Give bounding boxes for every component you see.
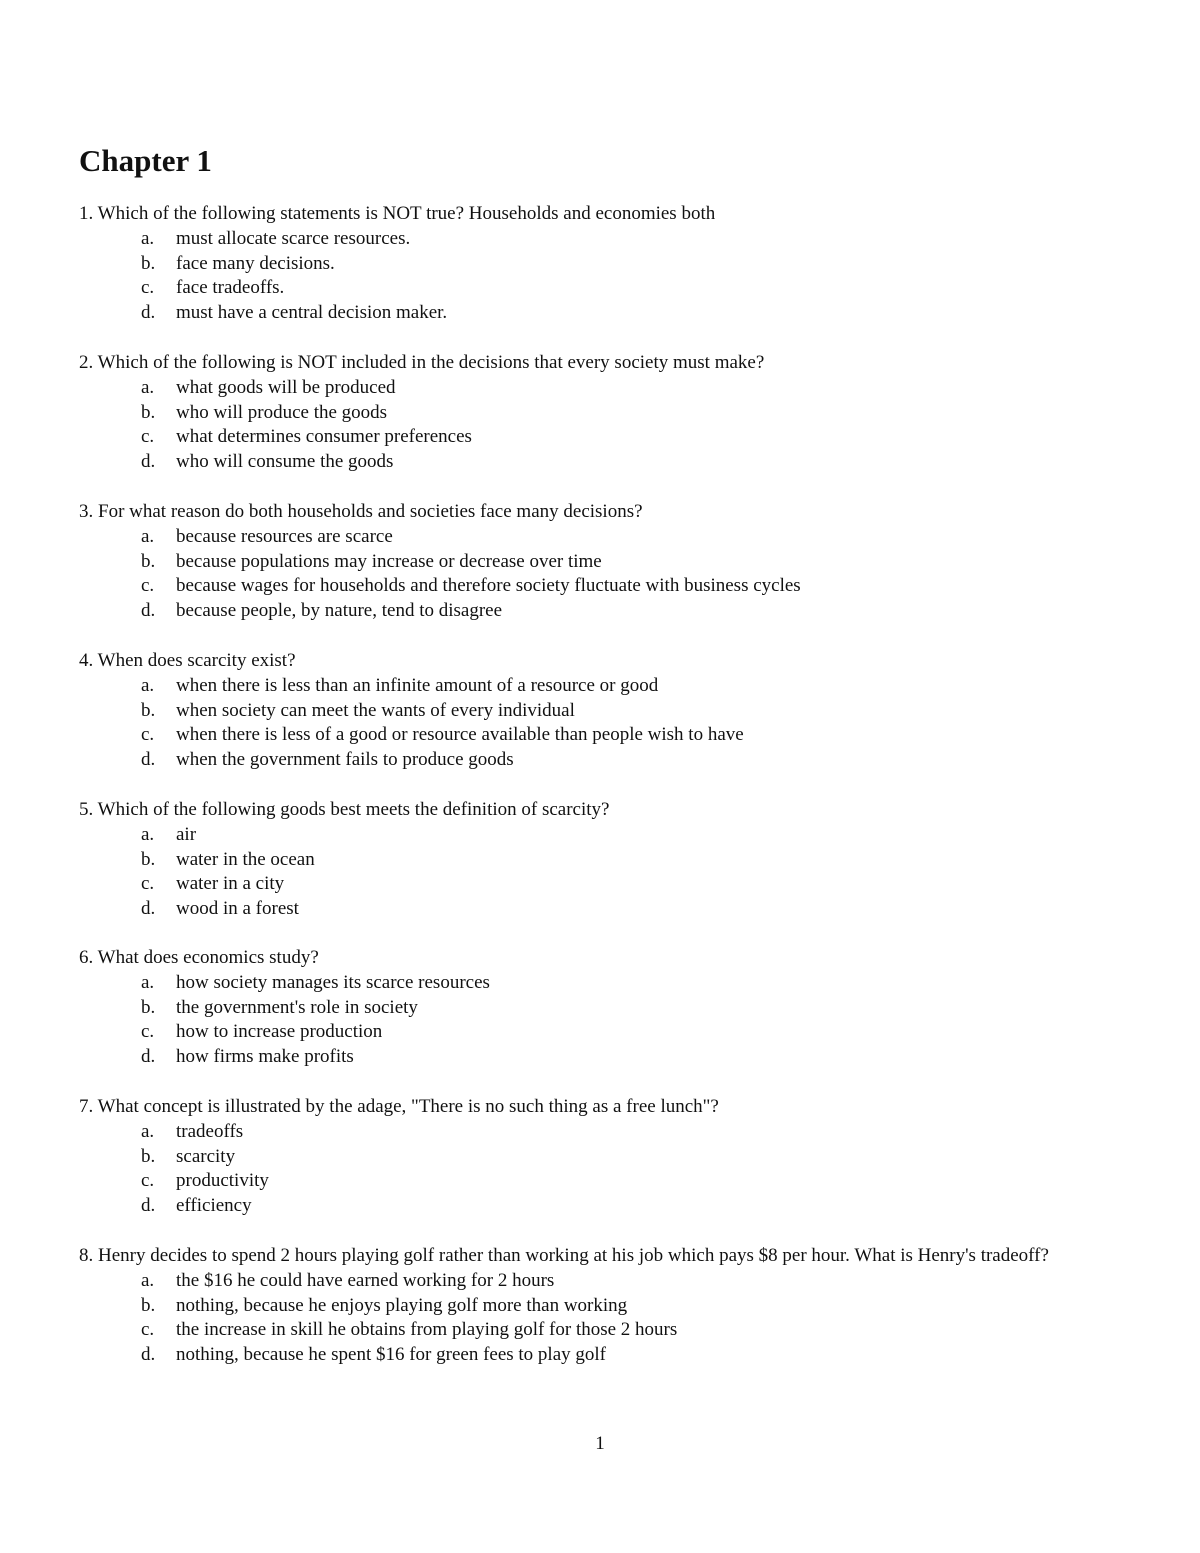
question-text [79, 649, 1139, 674]
option-text: who will produce the goods [176, 401, 388, 423]
option-letter: a. [141, 674, 155, 696]
answer-option-b [79, 252, 1139, 277]
question-text [79, 202, 1139, 227]
question-6 [79, 946, 1139, 1070]
question-number: 6. [79, 947, 94, 968]
answer-option-a [79, 674, 1139, 699]
question-number: 5. [79, 799, 94, 820]
option-letter: c. [141, 1021, 155, 1043]
option-text: face many decisions. [176, 252, 335, 274]
option-letter: c. [141, 575, 155, 597]
option-letter: a. [141, 1120, 155, 1142]
answer-option-c [79, 1020, 1139, 1045]
option-text: scarcity [176, 1145, 236, 1167]
question-number: 1. [79, 203, 94, 224]
option-letter: b. [141, 401, 156, 423]
answer-option-d [79, 450, 1139, 475]
option-letter: b. [141, 1294, 156, 1316]
option-letter: c. [141, 426, 155, 448]
answer-option-d [79, 1194, 1139, 1219]
option-text: wood in a forest [176, 898, 299, 920]
answer-options [79, 1120, 1139, 1219]
question-5 [79, 798, 1139, 922]
option-text: nothing, because he enjoys playing golf more than working [176, 1294, 628, 1316]
option-text: who will consume the goods [176, 451, 394, 473]
answer-option-c [79, 574, 1139, 599]
question-1 [79, 202, 1139, 326]
answer-option-a [79, 971, 1139, 996]
answer-options [79, 227, 1139, 326]
answer-option-d [79, 748, 1139, 773]
question-4 [79, 649, 1139, 773]
option-letter: b. [141, 996, 156, 1018]
answer-option-d [79, 1045, 1139, 1070]
answer-option-b [79, 401, 1139, 426]
answer-option-a [79, 1269, 1139, 1294]
question-text [79, 351, 1139, 376]
answer-option-d [79, 1343, 1139, 1368]
answer-option-c [79, 872, 1139, 897]
option-letter: d. [141, 749, 156, 771]
question-number: 7. [79, 1096, 94, 1117]
answer-option-a [79, 525, 1139, 550]
answer-option-b [79, 1294, 1139, 1319]
answer-options [79, 525, 1139, 624]
option-text: when there is less of a good or resource available than people wish to have [176, 724, 744, 746]
answer-options [79, 674, 1139, 773]
option-text: nothing, because he spent $16 for green fees to play golf [176, 1344, 607, 1366]
question-prompt: When does scarcity exist? [97, 650, 296, 671]
question-number: 8. [79, 1245, 94, 1266]
option-letter: a. [141, 823, 155, 845]
answer-option-d [79, 897, 1139, 922]
question-3 [79, 500, 1139, 624]
option-letter: b. [141, 848, 156, 870]
question-number: 3. [79, 501, 94, 522]
option-letter: c. [141, 277, 155, 299]
option-text: when there is less than an infinite amount of a resource or good [176, 674, 659, 696]
question-7 [79, 1095, 1139, 1219]
question-prompt: Which of the following goods best meets the definition of scarcity? [97, 799, 610, 820]
option-letter: d. [141, 302, 156, 324]
question-number: 4. [79, 650, 94, 671]
option-letter: b. [141, 550, 156, 572]
option-letter: b. [141, 1145, 156, 1167]
option-letter: c. [141, 873, 155, 895]
option-text: water in the ocean [176, 848, 315, 870]
option-letter: d. [141, 1195, 156, 1217]
answer-option-b [79, 550, 1139, 575]
answer-option-c [79, 723, 1139, 748]
question-8 [79, 1244, 1139, 1368]
option-text: must have a central decision maker. [176, 302, 448, 324]
question-text [79, 1095, 1139, 1120]
answer-option-d [79, 599, 1139, 624]
option-text: the increase in skill he obtains from playing golf for those 2 hours [176, 1319, 678, 1341]
option-text: air [176, 823, 197, 845]
option-text: when society can meet the wants of every individual [176, 699, 575, 721]
question-prompt: What does economics study? [97, 947, 319, 968]
option-text: water in a city [176, 873, 285, 895]
question-prompt: For what reason do both households and societies face many decisions? [98, 501, 643, 522]
answer-option-c [79, 276, 1139, 301]
option-text: what goods will be produced [176, 376, 396, 398]
option-letter: a. [141, 525, 155, 547]
answer-options [79, 1269, 1139, 1368]
option-letter: d. [141, 1046, 156, 1068]
question-prompt: What concept is illustrated by the adage, "There is no such thing as a free lunch"? [97, 1096, 719, 1117]
chapter-title: Chapter 1 [79, 143, 212, 178]
answer-option-a [79, 376, 1139, 401]
question-number: 2. [79, 352, 94, 373]
option-text: face tradeoffs. [176, 277, 285, 299]
question-prompt: Which of the following statements is NOT true? Households and economies both [97, 203, 716, 224]
question-text [79, 1244, 1139, 1269]
answer-option-a [79, 227, 1139, 252]
option-text: when the government fails to produce goods [176, 749, 514, 771]
answer-option-b [79, 848, 1139, 873]
option-text: efficiency [176, 1195, 252, 1217]
option-letter: d. [141, 1344, 156, 1366]
option-text: the government's role in society [176, 996, 418, 1018]
answer-option-a [79, 1120, 1139, 1145]
option-text: because wages for households and therefore society fluctuate with business cycles [176, 575, 801, 597]
option-letter: a. [141, 971, 155, 993]
option-letter: c. [141, 1170, 155, 1192]
option-letter: b. [141, 699, 156, 721]
question-text [79, 946, 1139, 971]
answer-options [79, 823, 1139, 922]
option-text: how firms make profits [176, 1046, 354, 1068]
answer-options [79, 376, 1139, 475]
answer-option-a [79, 823, 1139, 848]
option-text: productivity [176, 1170, 269, 1192]
option-text: the $16 he could have earned working for 2 hours [176, 1269, 555, 1291]
option-text: how to increase production [176, 1021, 383, 1043]
option-text: because resources are scarce [176, 525, 393, 547]
option-text: how society manages its scarce resources [176, 971, 490, 993]
option-text: because populations may increase or decrease over time [176, 550, 602, 572]
answer-option-d [79, 301, 1139, 326]
option-letter: d. [141, 898, 156, 920]
option-text: must allocate scarce resources. [176, 227, 411, 249]
answer-option-c [79, 1169, 1139, 1194]
question-text [79, 500, 1139, 525]
answer-option-b [79, 699, 1139, 724]
answer-option-c [79, 1318, 1139, 1343]
option-letter: a. [141, 376, 155, 398]
option-text: tradeoffs [176, 1120, 244, 1142]
option-letter: d. [141, 451, 156, 473]
answer-options [79, 971, 1139, 1070]
question-prompt: Which of the following is NOT included in the decisions that every society must make? [97, 352, 765, 373]
option-letter: c. [141, 724, 155, 746]
answer-option-b [79, 1145, 1139, 1170]
question-2 [79, 351, 1139, 475]
page-number: 1 [595, 1433, 605, 1454]
question-prompt: Henry decides to spend 2 hours playing golf rather than working at his job which pays $8 per hour. What is Henry's tradeoff? [98, 1245, 1049, 1266]
option-letter: a. [141, 1269, 155, 1291]
option-letter: d. [141, 600, 156, 622]
option-letter: a. [141, 227, 155, 249]
option-letter: c. [141, 1319, 155, 1341]
answer-option-c [79, 425, 1139, 450]
option-letter: b. [141, 252, 156, 274]
option-text: because people, by nature, tend to disagree [176, 600, 503, 622]
option-text: what determines consumer preferences [176, 426, 472, 448]
answer-option-b [79, 996, 1139, 1021]
question-text [79, 798, 1139, 823]
